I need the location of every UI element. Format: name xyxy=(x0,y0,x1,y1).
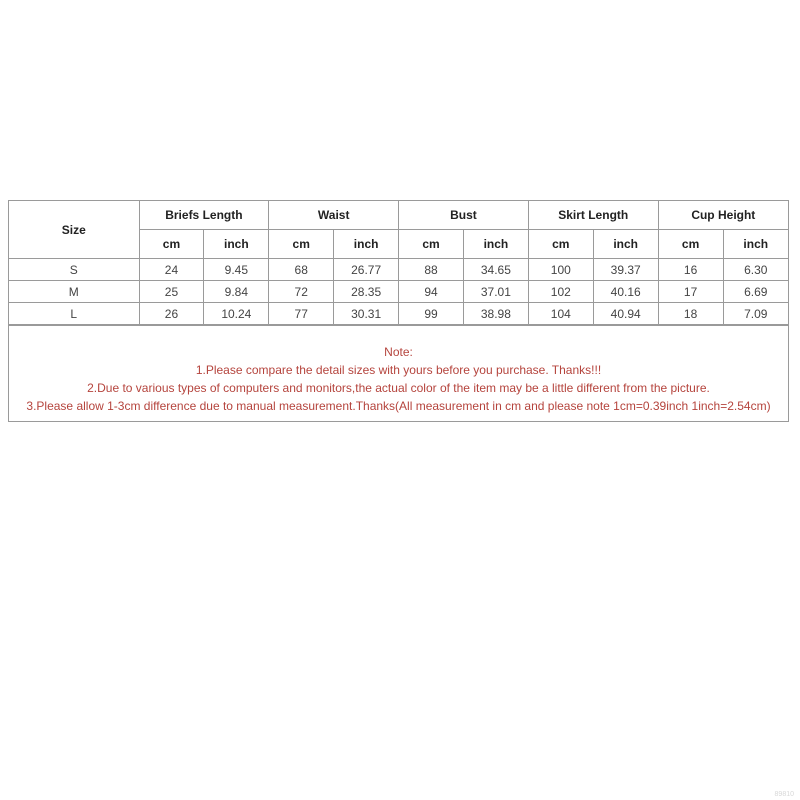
unit-inch: inch xyxy=(204,230,269,259)
watermark: 89810 xyxy=(774,791,794,798)
table-cell: 30.31 xyxy=(334,303,399,325)
table-cell: 40.94 xyxy=(593,303,658,325)
unit-cm: cm xyxy=(139,230,204,259)
table-cell: 9.84 xyxy=(204,281,269,303)
size-cell: S xyxy=(9,259,139,281)
table-cell: 7.09 xyxy=(723,303,788,325)
table-cell: 88 xyxy=(399,259,464,281)
unit-inch: inch xyxy=(463,230,528,259)
table-row xyxy=(9,259,788,281)
table-row xyxy=(9,281,788,303)
table-cell: 99 xyxy=(399,303,464,325)
note-line-1: 1.Please compare the detail sizes with yours before you purchase. Thanks!!! xyxy=(195,363,602,377)
unit-cm: cm xyxy=(528,230,593,259)
table-cell: 37.01 xyxy=(463,281,528,303)
table-cell: 6.69 xyxy=(723,281,788,303)
table-row xyxy=(9,303,788,325)
group-header-briefs-length: Briefs Length xyxy=(139,201,269,230)
unit-inch: inch xyxy=(334,230,399,259)
table-cell: 26 xyxy=(139,303,204,325)
table-cell: 40.16 xyxy=(593,281,658,303)
unit-inch: inch xyxy=(723,230,788,259)
group-header-cup-height: Cup Height xyxy=(658,201,788,230)
table-cell: 104 xyxy=(528,303,593,325)
unit-inch: inch xyxy=(593,230,658,259)
table-cell: 102 xyxy=(528,281,593,303)
unit-cm: cm xyxy=(399,230,464,259)
table-cell: 26.77 xyxy=(334,259,399,281)
table-cell: 100 xyxy=(528,259,593,281)
group-header-bust: Bust xyxy=(399,201,529,230)
table-cell: 16 xyxy=(658,259,723,281)
table-cell: 34.65 xyxy=(463,259,528,281)
size-cell: L xyxy=(9,303,139,325)
size-cell: M xyxy=(9,281,139,303)
table-cell: 72 xyxy=(269,281,334,303)
note-line-3: 3.Please allow 1-3cm difference due to manual measurement.Thanks(All measurement in cm and please note 1cm=0.39inch 1inch=2.54cm) xyxy=(26,399,771,413)
size-chart xyxy=(8,200,789,422)
table-cell: 25 xyxy=(139,281,204,303)
group-header-row xyxy=(9,201,788,230)
unit-cm: cm xyxy=(658,230,723,259)
size-table xyxy=(9,201,788,325)
table-cell: 9.45 xyxy=(204,259,269,281)
notes-section xyxy=(9,325,788,421)
unit-cm: cm xyxy=(269,230,334,259)
size-header: Size xyxy=(9,201,139,259)
note-title: Note: xyxy=(384,345,413,359)
table-cell: 17 xyxy=(658,281,723,303)
table-cell: 39.37 xyxy=(593,259,658,281)
table-cell: 18 xyxy=(658,303,723,325)
table-cell: 28.35 xyxy=(334,281,399,303)
table-cell: 24 xyxy=(139,259,204,281)
group-header-waist: Waist xyxy=(269,201,399,230)
note-line-2: 2.Due to various types of computers and monitors,the actual color of the item may be a little different from the picture. xyxy=(87,381,710,395)
table-cell: 38.98 xyxy=(463,303,528,325)
table-cell: 77 xyxy=(269,303,334,325)
table-cell: 6.30 xyxy=(723,259,788,281)
table-cell: 10.24 xyxy=(204,303,269,325)
table-cell: 94 xyxy=(399,281,464,303)
group-header-skirt-length: Skirt Length xyxy=(528,201,658,230)
table-cell: 68 xyxy=(269,259,334,281)
